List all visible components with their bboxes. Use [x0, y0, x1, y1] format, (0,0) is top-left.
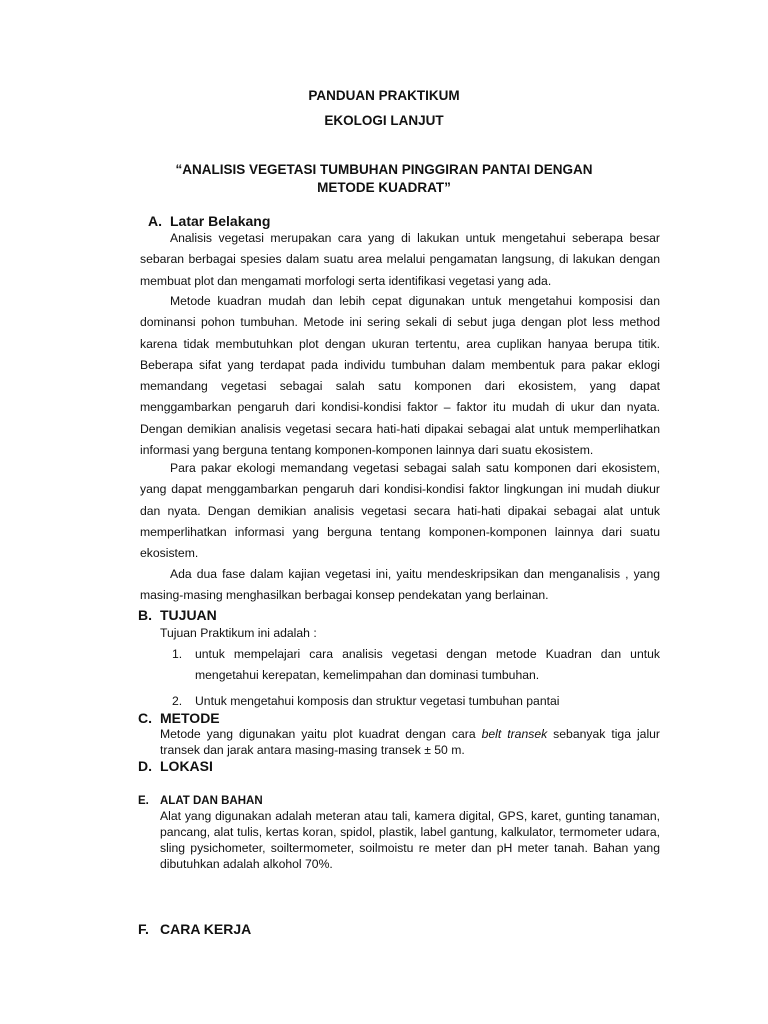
- section-d-title: LOKASI: [160, 758, 213, 774]
- section-e-paragraph: Alat yang digunakan adalah meteran atau tali, kamera digital, GPS, karet, gunting tanaman, pancang, alat tulis, kertas koran, spidol, plastik, label gantung, kalkulator, termometer udara, sling pysichometer, soiltermometer, soilmoistu re meter dan pH meter tanah. Bahan yang dibutuhkan adalah alkohol 70%.: [160, 809, 660, 871]
- section-a-title: Latar Belakang: [170, 213, 271, 229]
- list-item-text: Untuk mengetahui komposis dan struktur vegetasi tumbuhan pantai: [195, 693, 560, 708]
- section-b-title: TUJUAN: [160, 607, 217, 623]
- list-item: [162, 644, 660, 687]
- section-e-letter: E.: [138, 795, 149, 807]
- section-c-heading: [138, 710, 220, 726]
- list-item-text: untuk mempelajari cara analisis vegetasi dengan metode Kuadran dan untuk mengetahui kerepatan, kemelimpahan dan dominasi tumbuhan.: [195, 647, 660, 683]
- list-item-number: 2.: [172, 693, 183, 708]
- doc-subtitle-line2: METODE KUADRAT”: [317, 180, 451, 195]
- section-c-paragraph: [160, 726, 660, 758]
- section-b-letter: B.: [138, 607, 152, 623]
- section-f-heading: [138, 921, 251, 937]
- section-c-title: METODE: [160, 710, 220, 726]
- section-e-title: ALAT DAN BAHAN: [160, 795, 263, 807]
- section-a-paragraph-2: Metode kuadran mudah dan lebih cepat digunakan untuk mengetahui komposisi dan dominansi pohon tumbuhan. Metode ini sering sekali di sebut juga dengan plot less method karena tidak membutuhkan plot dengan ukuran tertentu, area cuplikan hanyaa berupa titik. Beberapa sifat yang terdapat pada individu tumbuhan dalam membentuk para pakar eklogi memandang vegetasi sebagai salah satu komponen dari ekosistem, yang dapat menggambarkan pengaruh dari kondisi-kondisi faktor – faktor itu mudah di ukur dan nyata. Dengan demikian analisis vegetasi secara hati-hati dipakai sebagai alat untuk memperlihatkan informasi yang berguna tentang komponen-komponen lainnya dari suatu ekosistem.: [140, 294, 660, 458]
- section-c-text-after: sebanyak tiga jalur transek dan jarak antara masing-masing transek ± 50 m.: [160, 727, 660, 757]
- section-b-intro: Tujuan Praktikum ini adalah :: [160, 626, 317, 640]
- section-c-text-italic: belt transek: [481, 727, 548, 741]
- section-c-letter: C.: [138, 710, 152, 726]
- section-a-letter: A.: [148, 213, 162, 229]
- doc-subtitle-line1: “ANALISIS VEGETASI TUMBUHAN PINGGIRAN PANTAI DENGAN: [175, 162, 593, 177]
- section-a-paragraph-3: Para pakar ekologi memandang vegetasi sebagai salah satu komponen dari ekosistem, yang dapat menggambarkan pengaruh dari kondisi-kondisi faktor lingkungan ini mudah diukur dan nyata. Dengan demikian analisis vegetasi secara hati-hati dipakai sebagai alat untuk memperlihatkan informasi yang berguna tentang komponen-komponen lainnya dari suatu ekosistem.: [140, 461, 660, 561]
- section-d-letter: D.: [138, 758, 152, 774]
- list-item: [162, 691, 660, 712]
- list-item-number: 1.: [172, 647, 183, 661]
- section-f-title: CARA KERJA: [160, 921, 252, 937]
- section-a-paragraph-4: Ada dua fase dalam kajian vegetasi ini, yaitu mendeskripsikan dan menganalisis , yang masing-masing menghasilkan berbagai konsep pendekatan yang berlainan.: [140, 567, 660, 603]
- doc-title-line2: EKOLOGI LANJUT: [324, 113, 444, 128]
- section-c-text-before: Metode yang digunakan yaitu plot kuadrat dengan cara: [160, 727, 482, 741]
- section-e-heading: [138, 795, 263, 807]
- section-b-heading: [138, 607, 217, 623]
- section-a-paragraph-1: Analisis vegetasi merupakan cara yang di lakukan untuk mengetahui seberapa besar sebaran berbagai spesies dalam suatu area melalui pengamatan langsung, di lakukan dengan membuat plot dan mengamati morfologi serta identifikasi vegetasi yang ada.: [140, 231, 660, 288]
- doc-title-line1: PANDUAN PRAKTIKUM: [308, 88, 460, 103]
- section-a-heading: [148, 213, 270, 229]
- section-b-list: [162, 644, 660, 716]
- section-d-heading: [138, 758, 213, 774]
- section-f-letter: F.: [138, 921, 149, 937]
